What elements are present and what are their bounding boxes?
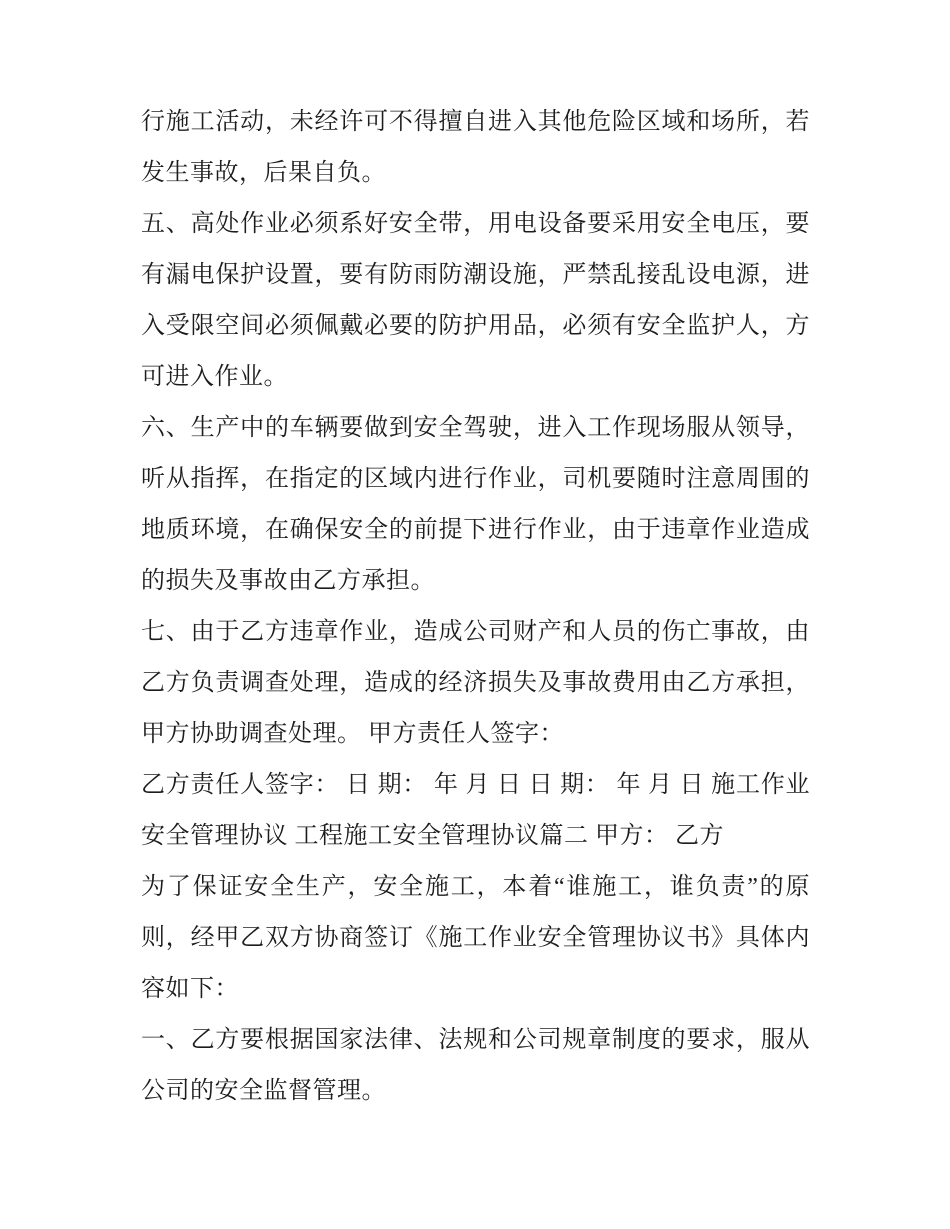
text-line: 容如下： — [141, 976, 239, 1002]
text-line: 五、高处作业必须系好安全带，用电设备要采用安全电压，要 — [141, 211, 810, 237]
text-line: 乙方负责调查处理，造成的经济损失及事故费用由乙方承担， — [141, 670, 810, 696]
text-line: 乙方责任人签字： 日 期： 年 月 日 日 期： 年 月 日 施工作业 — [141, 772, 810, 798]
text-line: 六、生产中的车辆要做到安全驾驶，进入工作现场服从领导， — [141, 415, 810, 441]
text-line: 的损失及事故由乙方承担。 — [141, 568, 435, 594]
text-line: 地质环境，在确保安全的前提下进行作业，由于违章作业造成 — [141, 517, 810, 543]
document-text-block — [141, 97, 810, 1117]
text-line: 为了保证安全生产，安全施工，本着“谁施工，谁负责”的原 — [141, 874, 810, 900]
text-line: 则，经甲乙双方协商签订《施工作业安全管理协议书》具体内 — [141, 925, 810, 951]
text-line: 甲方协助调查处理。 甲方责任人签字： — [141, 721, 564, 747]
text-line: 一、乙方要根据国家法律、法规和公司规章制度的要求，服从 — [141, 1027, 810, 1053]
text-line: 七、由于乙方违章作业，造成公司财产和人员的伤亡事故，由 — [141, 619, 810, 645]
text-line: 行施工活动，未经许可不得擅自进入其他危险区域和场所，若 — [141, 109, 810, 135]
text-line: 入受限空间必须佩戴必要的防护用品，必须有安全监护人，方 — [141, 313, 810, 339]
text-line: 可进入作业。 — [141, 364, 288, 390]
text-line: 发生事故，后果自负。 — [141, 160, 386, 186]
text-line: 有漏电保护设置，要有防雨防潮设施，严禁乱接乱设电源，进 — [141, 262, 810, 288]
text-line: 安全管理协议 工程施工安全管理协议篇二 甲方： 乙方 — [141, 823, 724, 849]
text-line: 听从指挥，在指定的区域内进行作业，司机要随时注意周围的 — [141, 466, 810, 492]
text-line: 公司的安全监督管理。 — [141, 1078, 386, 1104]
